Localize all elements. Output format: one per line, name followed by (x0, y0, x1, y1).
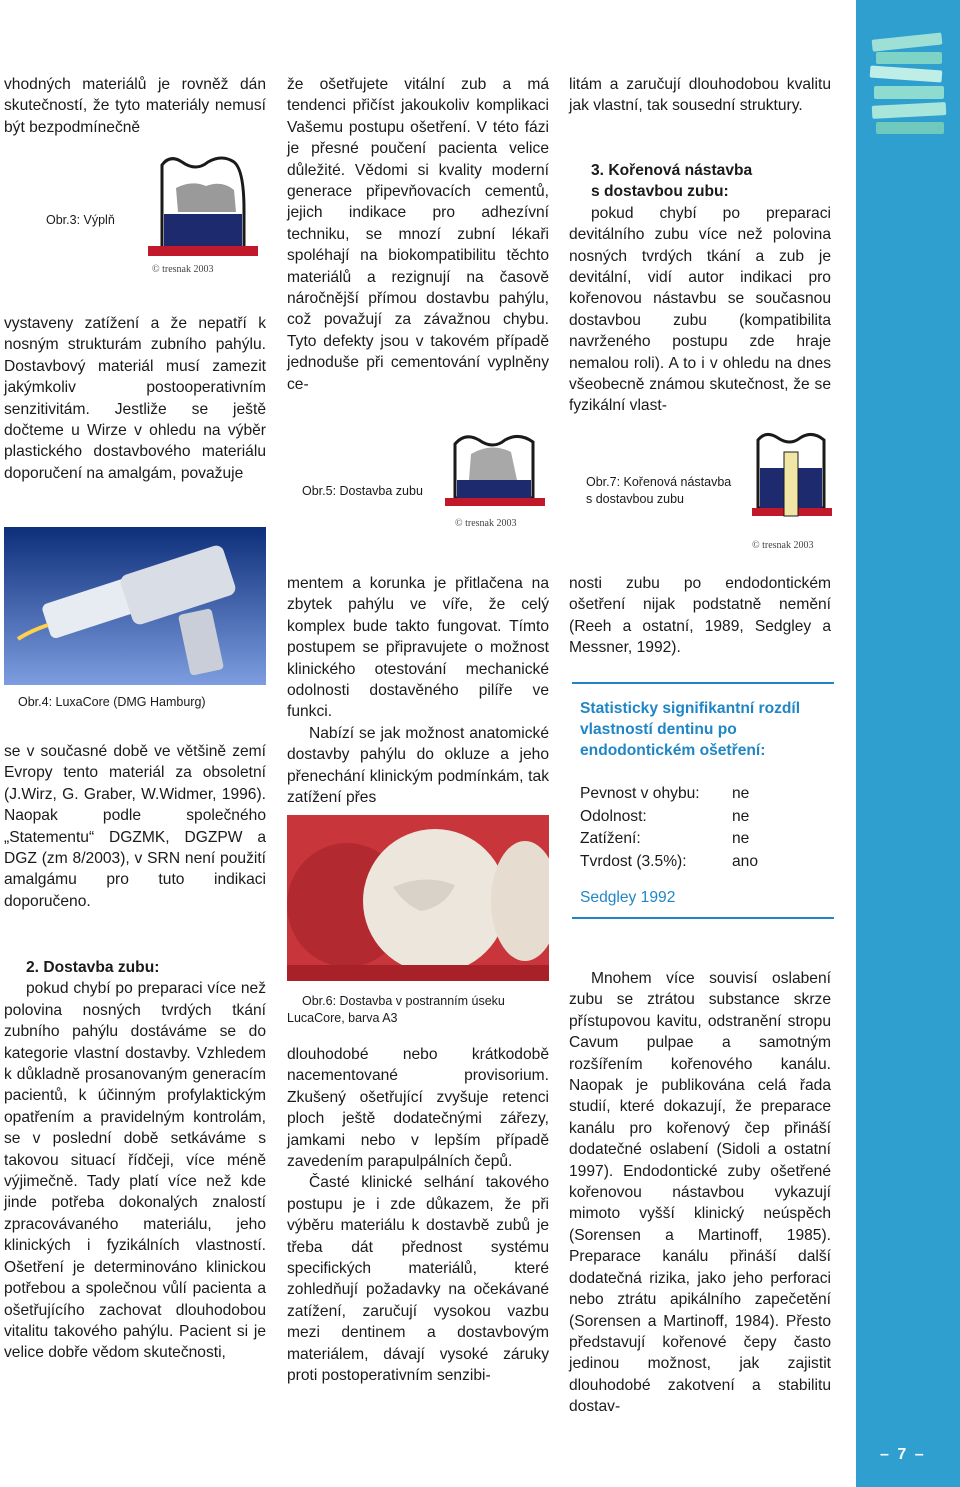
column-2-bottom (287, 1044, 549, 1387)
paragraph: mentem a korunka je přitlačena na zbytek pahýlu ve víře, že celý komplex bude takto fungovat. Tímto postupem se připravujete o možnost klinického otestování mechanické odolnosti dostavěného pilíře ve funkci. (287, 575, 549, 721)
stat-value: ne (732, 785, 750, 802)
figure-6-caption-line-2: LucaCore, barva A3 (287, 1011, 398, 1025)
paragraph: Mnohem více souvisí oslabení zubu se ztrátou substance skrze přístupovou kavitu, odstranění stropu Cavum pulpae a samotným rozšířením kořenového kanálu. Naopak je publikována celá řada studií, které dokazují, že preparace kanálu pro kořenový čep přináší dodatečné oslabení (Sidoli a ostatní 1997). Endodontické zuby ošetřené kořenovou nástavbou vykazují mimoto vyšší klinický neúspěch (Sorensen a Martinoff, 1985). Preparace kanálu přináší další dodatečná rizika, jako jeho perforaci nebo ztrátu apikálního zapečetění (Sorensen a Martinoff, 1984). Přesto představují kořenové čepy často jedinou možnost, jak zajistit dlouhodobé zakotvení a stabilitu dostav- (569, 970, 831, 1416)
column-1-top (4, 74, 266, 138)
paragraph: Časté klinické selhání takového postupu je i zde důkazem, že při výběru materiálu k dostavbě zubů je třeba dát přednost systému specifických materiálů, které zohledňují požadavky na očekávané zatížení, zaručují vysokou vazbu mezi dentinem a dostavbovým materiálem, dávají vysoké záruky proti postoperativním senzibi- (287, 1174, 549, 1385)
stat-value: ne (732, 830, 750, 847)
paragraph: litám a zaručují dlouhodobou kvalitu jak vlastní, tak sousední struktury. (569, 76, 831, 115)
stat-label: Tvrdost (3.5%): (580, 852, 687, 870)
stat-row (580, 851, 834, 874)
paragraph: vhodných materiálů je rovněž dán skutečností, že tyto materiály nemusí být bezpodmínečně (4, 76, 266, 136)
section-3-heading-line-2: s dostavbou zubu: (591, 183, 729, 201)
column-2-middle (287, 573, 549, 808)
page-number: – 7 – (880, 1446, 926, 1463)
page-sidebar (856, 0, 960, 1487)
stat-rows (580, 783, 834, 873)
figure-6-caption-line-1: Obr.6: Dostavba v postranním úseku (302, 994, 505, 1008)
stat-row (580, 806, 834, 829)
section-2-heading: 2. Dostavba zubu: (26, 959, 160, 976)
stat-title: Statisticky signifikantní rozdíl vlastností dentinu po endodontickém ošetření: (580, 700, 801, 759)
figure-7-caption-line-2: s dostavbou zubu (586, 492, 684, 506)
column-1-section-2 (4, 957, 266, 1364)
statistics-box (572, 682, 834, 933)
figure-5-tooth-buildup (445, 428, 545, 514)
stat-label: Pevnost v ohybu: (580, 785, 700, 802)
figure-7-caption-line-1: Obr.7: Kořenová nástavba (586, 475, 732, 489)
figure-4-luxacore-photo (4, 527, 266, 685)
stat-value: ne (732, 807, 750, 825)
column-3-bottom (569, 968, 831, 1418)
paragraph: vystaveny zatížení a že nepatří k nosným strukturám zubního pahýlu. Dostavbový materiál musí zamezit jakýmkoliv postooperativním senzitivitám. Jestliže se ještě dočteme u Wirze v ohledu na výběr plastického dostavbového materiálu doporučení na amalgám, považuje (4, 315, 266, 482)
figure-3-tooth-filling (148, 150, 258, 280)
column-3-middle (569, 573, 831, 659)
paragraph: že ošetřujete vitální zub a má tendenci přičíst jakoukoliv komplikaci Vašemu postupu ošetření. V této fázi je přesné poučení pacienta velice důležité. Vědomi si kvality moderní generace připevňovacích cementů, jejich indikace pro adhezívní techniku, se mnozí zubní lékaři spoléhají na biokompatibilitu těchto materiálů a rezignují na časově náročnější přímou dostavbu pahýlu, což považují za závažnou chybu. Tyto defekty jsou v takovém případě jednoduše při cementování vyplněny ce- (287, 76, 549, 393)
stat-row (580, 828, 834, 851)
column-3-top (569, 74, 831, 117)
figure-5-copyright: © tresnak 2003 (455, 518, 517, 529)
paragraph: se v současné době ve většině zemí Evropy tento materiál za obsoletní (J.Wirz, G. Graber, W.Widmer, 1996). Naopak podle společného „Statementu“ DGZMK, DGZPW a DGZ (zm 8/2003), v SRN není použití amalgámu pro tuto indikaci doporučeno. (4, 743, 266, 910)
column-1-lower (4, 741, 266, 912)
figure-7-copyright: © tresnak 2003 (752, 540, 814, 551)
books-icon (868, 28, 950, 138)
figure-4-caption: Obr.4: LuxaCore (DMG Hamburg) (18, 695, 206, 709)
stat-source: Sedgley 1992 (580, 889, 676, 906)
paragraph: Nabízí se jak možnost anatomické dostavby pahýlu do okluze a jeho přenechání klinickým podmínkám, tak zatížení přes (287, 724, 549, 807)
stat-value: ano (732, 852, 759, 870)
figure-6-clinical-photo (287, 815, 549, 981)
paragraph: nosti zubu po endodontickém ošetření nijak podstatně nemění (Reeh a ostatní, 1989, Sedgley a Messner, 1992). (569, 575, 831, 657)
column-2-top (287, 74, 549, 395)
stat-label: Odolnost: (580, 807, 647, 825)
stat-rule-top (572, 682, 834, 684)
stat-label: Zatížení: (580, 830, 641, 847)
paragraph: pokud chybí po preparaci více než polovina nosných tvrdých tkání zubního pahýlu dostáváme se do kategorie vlastní dostavby. Vzhledem k důkladně prosanovaným generacím pacientů, k účinným profylaktickým opatřením a pravidelným kontrolám, se v poslední době setkáváme s takovou situací řídčeji, více méně výjimečně. Tady platí více než kde jinde potřeba dokonalých znalostí zpracovávaného materiálu, jeho klinických i fyzikálních vlastností. Ošetření je determinováno klinickou potřebou a společnou vůlí pacienta a ošetřujícího zachovat dlouhodobou vitalitu takového pahýlu. Pacient si je velice dobře vědom skutečnosti, (4, 980, 266, 1362)
figure-5-caption: Obr.5: Dostavba zubu (302, 484, 423, 498)
paragraph: pokud chybí po preparaci devitálního zubu více než polovina nosných tvrdých tkání a zub je devitální, vidí autor indikaci pro kořenovou nástavbu se současnou dostavbou zubu (kompatibilita navrženého postupu zde hraje nemalou roli). A to i v ohledu na dnes všeobecně známou skutečnost, že se fyzikální vlast- (569, 204, 831, 415)
paragraph: dlouhodobé nebo krátkodobě nacementované provisorium. Zkušený ošetřující zvyšuje retenci ploch ještě dodatečnými zářezy, jamkami nebo v lepším případě zavedením parapulpálních čepů. (287, 1046, 549, 1171)
stat-rule-bottom (572, 917, 834, 919)
figure-7-root-post-tooth (752, 428, 832, 528)
column-1-middle (4, 313, 266, 484)
figure-3-caption: Obr.3: Výplň (46, 213, 115, 227)
stat-row (580, 783, 834, 806)
column-3-section-3 (569, 160, 831, 417)
section-3-heading-line-1: 3. Kořenová nástavba (591, 162, 753, 179)
figure-3-copyright: © tresnak 2003 (152, 264, 214, 275)
